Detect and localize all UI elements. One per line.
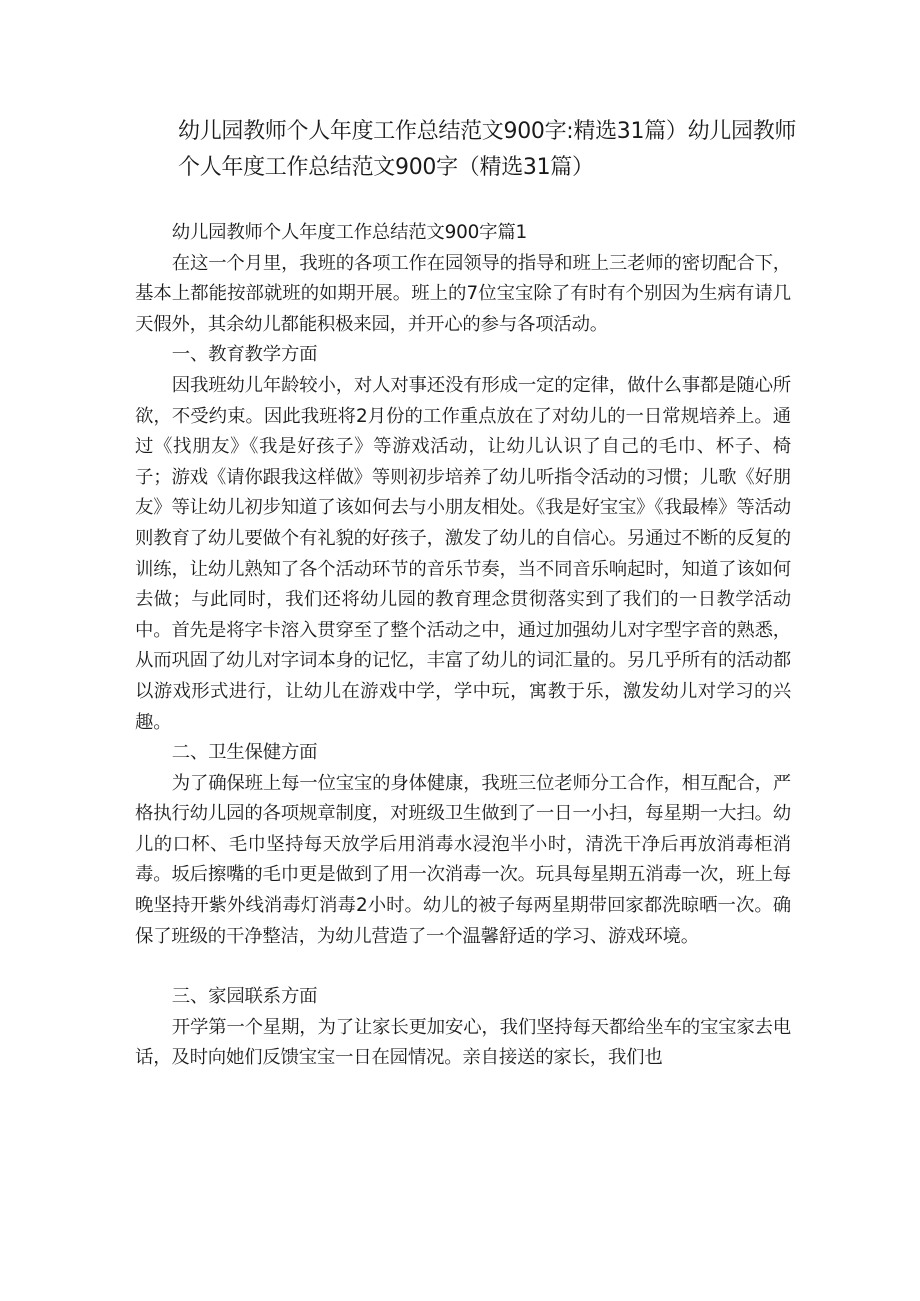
document-title: 幼儿园教师个人年度工作总结范文900字:精选31篇）幼儿园教师个人年度工作总结范文900字（精选31篇） [178,119,797,180]
education-paragraph: 因我班幼儿年龄较小，对人对事还没有形成一定的定律，做什么事都是随心所欲，不受约束。因此我班将2月份的工作重点放在了对幼儿的一日常规培养上。通过《找朋友》《我是好孩子》等游戏活动，让幼儿认识了自己的毛巾、杯子、椅子；游戏《请你跟我这样做》等则初步培养了幼儿听指令活动的习惯；儿歌《好朋友》等让幼儿初步知道了该如何去与小朋友相处。《我是好宝宝》《我最棒》等活动则教育了幼儿要做个有礼貌的好孩子，激发了幼儿的自信心。另通过不断的反复的训练，让幼儿熟知了各个活动环节的音乐节奏，当不同音乐响起时，知道了该如何去做；与此同时，我们还将幼儿园的教育理念贯彻落实到了我们的一日教学活动中。首先是将字卡溶入贯穿至了整个活动之中，通过加强幼儿对字型字音的熟悉，从而巩固了幼儿对字词本身的记忆，丰富了幼儿的词汇量的。另几乎所有的活动都以游戏形式进行，让幼儿在游戏中学，学中玩，寓教于乐，激发幼儿对学习的兴趣。 [135,374,791,733]
heading-health: 二、卫生保健方面 [171,742,318,764]
home-school-paragraph: 开学第一个星期，为了让家长更加安心，我们坚持每天都给坐车的宝宝家去电话，及时向她们反馈宝宝一日在园情况。亲自接送的家长，我们也 [135,1016,791,1069]
section-title: 幼儿园教师个人年度工作总结范文900字篇1 [171,222,528,243]
intro-paragraph: 在这一个月里，我班的各项工作在园领导的指导和班上三老师的密切配合下，基本上都能按部就班的如期开展。班上的7位宝宝除了有时有个别因为生病有请几天假外，其余幼儿都能积极来园，并开心的参与各项活动。 [135,252,791,335]
document-body [135,218,791,1074]
health-paragraph: 为了确保班上每一位宝宝的身体健康，我班三位老师分工合作，相互配合，严格执行幼儿园的各项规章制度，对班级卫生做到了一日一小扫，每星期一大扫。幼儿的口杯、毛巾坚持每天放学后用消毒水浸泡半小时，清洗干净后再放消毒柜消毒。坂后擦嘴的毛巾更是做到了用一次消毒一次。玩具每星期五消毒一次，班上每晚坚持开紫外线消毒灯消毒2小时。幼儿的被子每两星期带回家都洗晾晒一次。确保了班级的干净整洁，为幼儿营造了一个温馨舒适的学习、游戏环境。 [135,772,791,947]
heading-education: 一、教育教学方面 [171,344,318,366]
heading-home-school: 三、家园联系方面 [171,986,318,1008]
